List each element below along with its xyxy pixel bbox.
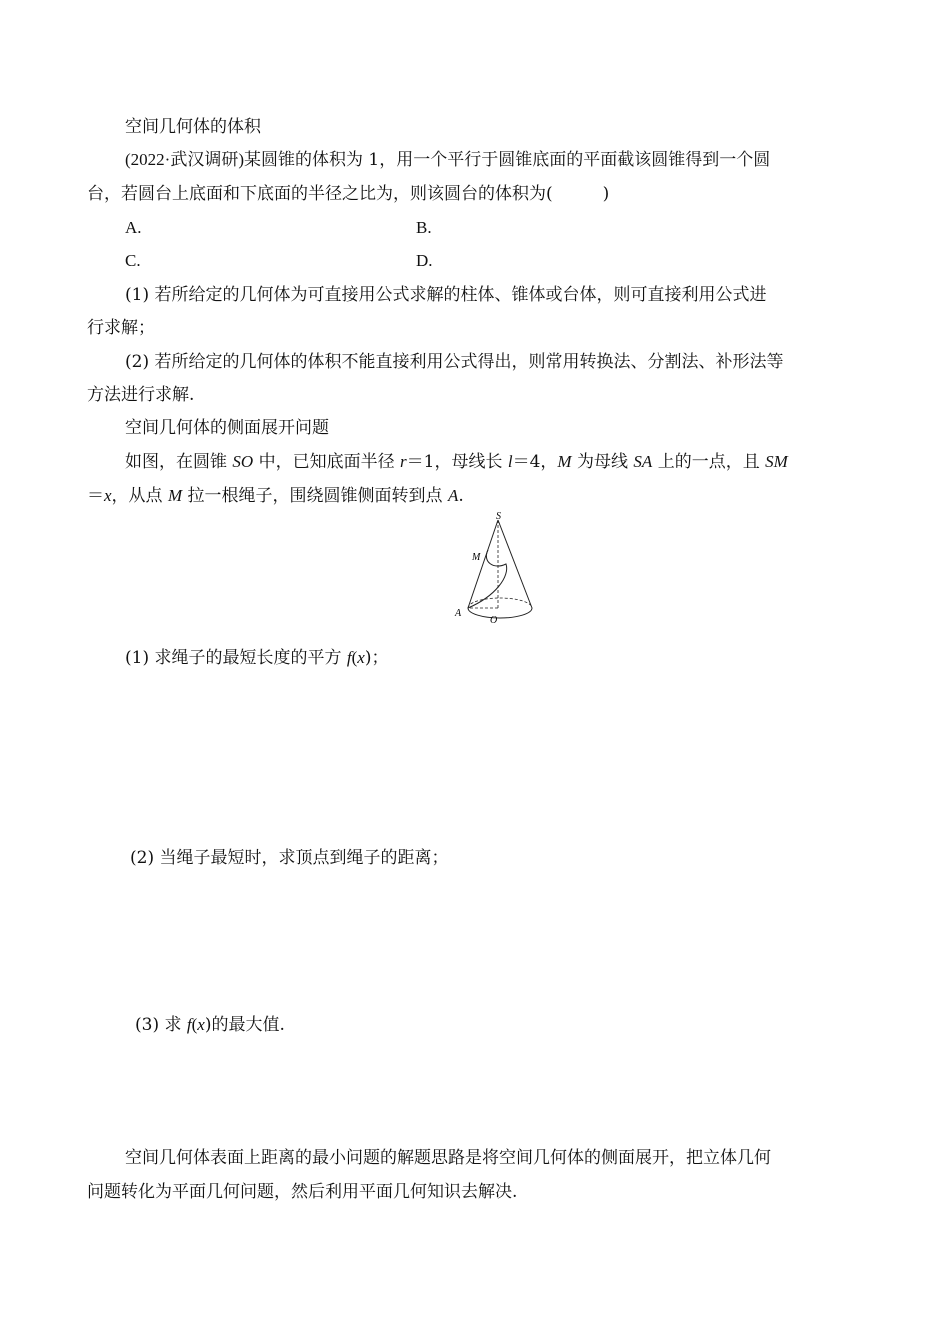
tip1-line-1: (1) 若所给定的几何体为可直接用公式求解的柱体、锥体或台体，则可直接利用公式进: [125, 285, 767, 305]
label-M: M: [472, 552, 481, 563]
tip2-line-2: 方法进行求解.: [87, 385, 195, 405]
tip2-line-1: (2) 若所给定的几何体的体积不能直接利用公式得出，则常用转换法、分割法、补形法等: [125, 352, 784, 372]
option-b: B.: [416, 218, 432, 237]
stmt-text: 上的一点，且: [652, 452, 766, 472]
var-x: x: [197, 1015, 205, 1034]
stmt-text: 为母线: [571, 452, 634, 472]
stmt-text: ＝4，: [512, 452, 558, 472]
var-l: l: [507, 452, 513, 471]
q3-text: )的最大值.: [204, 1015, 285, 1035]
q3-paren: (: [191, 1015, 198, 1034]
var-x: x: [104, 486, 112, 505]
cone-edge-left: [468, 520, 498, 608]
var-SA: SA: [633, 452, 653, 471]
var-SM: SM: [765, 452, 788, 471]
stmt-text: 中，已知底面半径: [253, 452, 400, 472]
cone-base-front: [468, 608, 532, 618]
var-f: f: [186, 1015, 192, 1034]
tip1-line-2: 行求解；: [87, 318, 155, 338]
question-2: (2) 当绳子最短时，求顶点到绳子的距离；: [130, 848, 449, 868]
paren-close: ): [602, 184, 610, 204]
option-c: C.: [125, 251, 141, 270]
var-x: x: [357, 648, 365, 667]
var-SO: SO: [232, 452, 254, 471]
problem-source: (2022·武汉调研): [125, 150, 244, 169]
stmt-text: .: [458, 486, 464, 506]
q1-paren: )；: [364, 648, 389, 668]
label-S: S: [496, 512, 501, 522]
cone-figure: [450, 512, 540, 632]
problem-text-2: 台，若圆台上底面和下底面的半径之比为，则该圆台的体积为(: [87, 184, 553, 204]
summary-line-1: 空间几何体表面上距离的最小问题的解题思路是将空间几何体的侧面展开，把立体几何: [125, 1148, 771, 1168]
q3-text: (3) 求: [135, 1015, 187, 1035]
summary-line-2: 问题转化为平面几何问题，然后利用平面几何知识去解决.: [87, 1182, 518, 1202]
question-3: [135, 1015, 285, 1035]
label-O: O: [490, 615, 498, 626]
stmt-text: 如图，在圆锥: [125, 452, 233, 472]
q1-paren: (: [351, 648, 358, 667]
statement-line-2: [87, 486, 464, 506]
var-M: M: [557, 452, 572, 471]
stmt-text: 拉一根绳子，围绕圆锥侧面转到点: [182, 486, 448, 506]
stmt-text: ＝1，母线长: [406, 452, 508, 472]
section1-heading: 空间几何体的体积: [125, 117, 261, 137]
var-f: f: [346, 648, 352, 667]
problem-line-1: [125, 150, 770, 170]
problem-line-2: [87, 184, 609, 204]
var-M: M: [167, 486, 183, 505]
var-r: r: [400, 452, 407, 471]
question-1: [125, 648, 388, 668]
statement-line-1: [125, 452, 788, 472]
label-A: A: [455, 608, 462, 619]
section2-heading: 空间几何体的侧面展开问题: [125, 418, 329, 438]
q1-text: (1) 求绳子的最短长度的平方: [125, 648, 347, 668]
stmt-text: ，从点: [111, 486, 168, 506]
var-A: A: [447, 486, 459, 505]
option-d: D.: [416, 251, 433, 270]
cone-edge-right: [498, 520, 532, 608]
stmt-text: ＝: [87, 486, 104, 506]
problem-text-1: 某圆锥的体积为 1，用一个平行于圆锥底面的平面截该圆锥得到一个圆: [243, 150, 771, 170]
option-a: A.: [125, 218, 142, 237]
